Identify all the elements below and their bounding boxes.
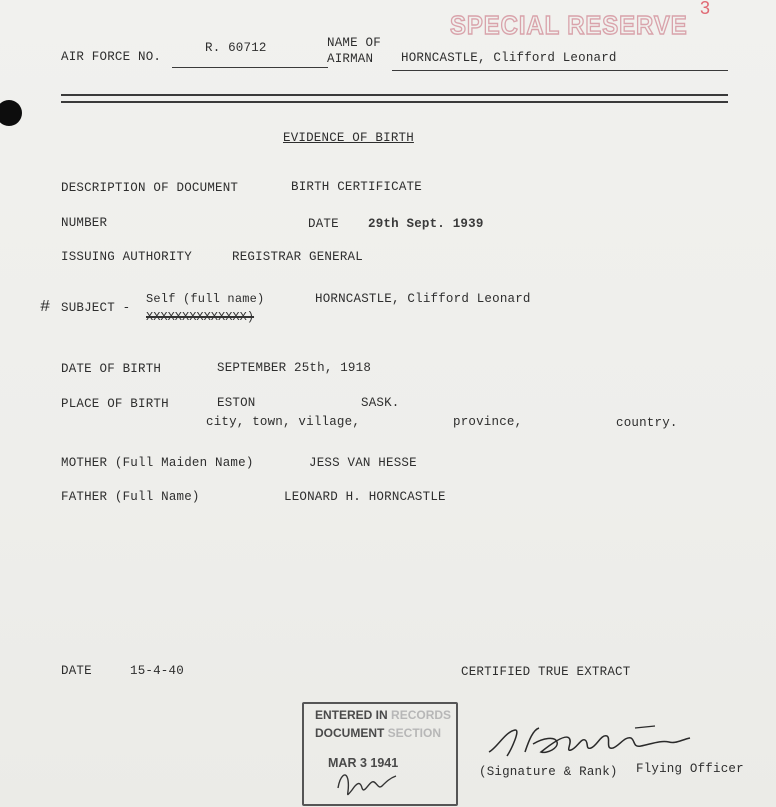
- subject-value: HORNCASTLE, Clifford Leonard: [315, 292, 531, 306]
- pob-city: ESTON: [217, 396, 256, 410]
- father-value: LEONARD H. HORNCASTLE: [284, 490, 446, 504]
- pob-province: SASK.: [361, 396, 400, 410]
- air-force-no-value: R. 60712: [205, 41, 267, 55]
- subject-option-struck: XXXXXXXXXXXXXX): [146, 310, 255, 324]
- pob-label: PLACE OF BIRTH: [61, 397, 169, 411]
- issuing-authority-value: REGISTRAR GENERAL: [232, 250, 363, 264]
- issuing-authority-label: ISSUING AUTHORITY: [61, 250, 192, 264]
- officer-signature-icon: [485, 722, 700, 764]
- stamp-initials-icon: [332, 766, 412, 802]
- dob-value: SEPTEMBER 25th, 1918: [217, 361, 372, 375]
- dob-label: DATE OF BIRTH: [61, 362, 162, 376]
- divider-top: [61, 94, 728, 96]
- airman-name-value: HORNCASTLE, Clifford Leonard: [401, 51, 617, 65]
- page-title: EVIDENCE OF BIRTH: [283, 131, 414, 145]
- footer-date-value: 15-4-40: [130, 664, 184, 678]
- subject-hash-mark: #: [40, 298, 51, 317]
- air-force-no-label: AIR FORCE NO.: [61, 50, 162, 64]
- mother-value: JESS VAN HESSE: [309, 456, 417, 470]
- description-value: BIRTH CERTIFICATE: [291, 180, 422, 194]
- name-label-line2: AIRMAN: [327, 52, 374, 66]
- special-reserve-stamp: SPECIAL RESERVE: [450, 10, 688, 40]
- father-label: FATHER (Full Name): [61, 490, 200, 504]
- name-label-line1: NAME OF: [327, 36, 381, 50]
- divider-bottom: [61, 101, 728, 103]
- footer-date-label: DATE: [61, 664, 92, 678]
- date-label: DATE: [308, 217, 339, 231]
- mother-label: MOTHER (Full Maiden Name): [61, 456, 254, 470]
- certificate-date-value: 29th Sept. 1939: [368, 217, 484, 231]
- signature-rank-label: (Signature & Rank): [479, 765, 618, 779]
- stamp-line2: DOCUMENT: [315, 726, 385, 740]
- number-label: NUMBER: [61, 216, 108, 230]
- punch-hole: [0, 100, 22, 126]
- rank-value: Flying Officer: [636, 762, 744, 776]
- pob-caption-city: city, town, village,: [206, 415, 361, 429]
- subject-option-self: Self (full name): [146, 292, 265, 306]
- pob-caption-province: province,: [453, 415, 523, 429]
- red-corner-mark: 3: [700, 0, 711, 18]
- name-underline: [392, 70, 728, 71]
- subject-label: SUBJECT -: [61, 301, 131, 315]
- pob-caption-country: country.: [616, 416, 678, 430]
- stamp-line1-faded: RECORDS: [391, 708, 452, 722]
- stamp-date: MAR 3 1941: [328, 756, 399, 770]
- stamp-line2-faded: SECTION: [387, 726, 442, 740]
- certified-true-extract: CERTIFIED TRUE EXTRACT: [461, 665, 631, 679]
- air-force-no-underline: [172, 67, 328, 68]
- entered-in-records-stamp: [302, 702, 458, 806]
- description-label: DESCRIPTION OF DOCUMENT: [61, 181, 239, 195]
- stamp-line1: ENTERED IN: [315, 708, 388, 722]
